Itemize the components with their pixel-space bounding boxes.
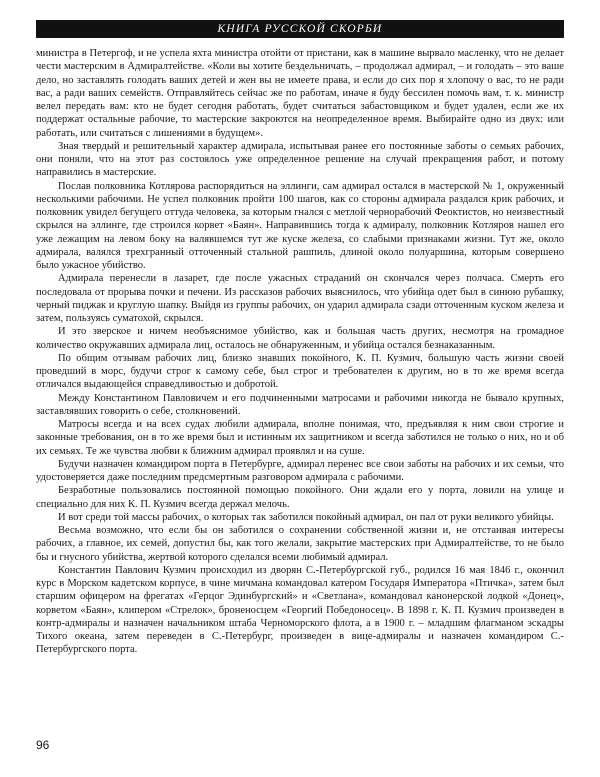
paragraph: И вот среди той массы рабочих, о которых так заботился покойный адмирал, он пал от руки великого убийцы.: [58, 511, 554, 523]
paragraph: Весьма возможно, что если бы он заботился о сохранении собственной жизни и, не отстаивая интересы рабочих, а главное, их семей, допустил бы, как того желали, закрытие мастерских при Адмиралтействе, то не было бы и гнусного убийства, жертвой которого сделался всеми любимый адмирал.: [36, 525, 564, 563]
paragraph: Послав полковника Котлярова распорядиться на эллинги, сам адмирал остался в мастерской № 1, окруженный несколькими рабочими. Не успел полковник пройти 100 шагов, как со стороны адмирала раздался крик рабочих, и полковник увидел бегущего оттуда человека, за которым гнался с метлой чернорабочий Феоктистов, но неизвестный скрылся на эллинге, где строился корвет «Баян». Направившись тогда к адмиралу, полковник Котляров нашел его уже лежащим на левом боку на валявшемся тут же куске железа, со слабыми признаками жизни. Тут же, около адмирала, валялся трехгранный отточенный стальной рашпиль, длиной около полуаршина, которым совершено было ужасное убийство.: [36, 180, 564, 271]
paragraph: Адмирала перенесли в лазарет, где после ужасных страданий он скончался через полчаса. Смерть его последовала от прорыва почки и печени. Из рассказов рабочих выяснилось, что убийца одет был в синюю рубашку, черный пиджак и круглую шапку. Выйдя из группы рабочих, он ударил адмирала сзади отточенным куском железа и затем, пользуясь суматохой, скрылся.: [36, 273, 564, 324]
paragraph: Будучи назначен командиром порта в Петербурге, адмирал перенес все свои заботы на рабочих и их семьи, что удостоверяется даже последним предсмертным разговором адмирала с рабочими.: [36, 458, 564, 483]
paragraph: Константин Павлович Кузмич происходил из дворян С.-Петербургской губ., родился 16 мая 1846 г., окончил курс в Морском кадетском корпусе, в чине мичмана командовал катером Государя Императора «Птичка», затем был старшим офицером на фрегатах «Герцог Эдинбургский» и «Светлана», командовал канонерской лодкой «Донец», корветом «Баян», клипером «Стрелок», броненосцем «Георгий Победоносец». В 1898 г. К. П. Кузмич произведен в контр-адмиралы и назначен начальником штаба Черноморского флота, а в 1900 г. – младшим флагманом эскадры Тихого океана, затем переведен в С.-Петербург, произведен в вице-адмиралы и назначен командиром С.-Петербургского порта.: [36, 564, 564, 656]
page-number: 96: [36, 738, 50, 752]
paragraph: министра в Петергоф, и не успела яхта министра отойти от пристани, как в машине вырвало масленку, что не делает чести мастерским в Адмиралтействе. «Коли вы хотите бездельничать, – продолжал адмирал, – и голодать – это ваше дело, но заставлять голодать ваших детей и жен вы не имеете права, и если до сих пор я хлопочу о вас, то не ради вас, а ради ваших семейств. Отправляйтесь сейчас же по работам, иначе я буду бессилен помочь вам, т. к. министр велел передать вам: кто не будет сегодня работать, будет считаться забастовщиком и будет удален, если же их поддержат остальные рабочие, то мастерские закроются на неопределенное время. Выбирайте одно из двух: или работать, или считаться с лишениями в будущем».: [36, 48, 564, 139]
paragraph: И это зверское и ничем необъяснимое убийство, как и большая часть других, несмотря на громадное количество окружавших адмирала лиц, осталось не обнаруженным, и убийца остался безнаказанным.: [36, 326, 564, 351]
paragraph: Между Константином Павловичем и его подчиненными матросами и рабочими никогда не бывало крупных, заставлявших говорить о себе, столкновений.: [36, 392, 564, 417]
paragraph: Зная твердый и решительный характер адмирала, испытывая ранее его постоянные заботы о семьях рабочих, они поняли, что на этот раз состоялось уже определенное решение на случай прекращения работ, и потому направились в мастерские.: [36, 140, 564, 179]
running-header: КНИГА РУССКОЙ СКОРБИ: [36, 20, 564, 38]
paragraph: По общим отзывам рабочих лиц, близко знавших покойного, К. П. Кузмич, большую часть жизни своей проведший в морс, будучи строг к самому себе, был строг и требователен к другим, но в то же время всегда отличался выдающейся справедливостью и добротой.: [36, 352, 564, 391]
body-text: [36, 47, 564, 657]
paragraph: Матросы всегда и на всех судах любили адмирала, вполне понимая, что, предъявляя к ним свои строгие и законные требования, он в то же время был и истинным их защитником и всегда заботился не только о них, но и об их семьях. Те же чувства любви к ближним адмирал проявлял и на суше.: [36, 419, 564, 457]
paragraph: Безработные пользовались постоянной помощью покойного. Они ждали его у порта, ловили на улице и специально для них К. П. Кузмич всегда держал мелочь.: [36, 485, 564, 510]
